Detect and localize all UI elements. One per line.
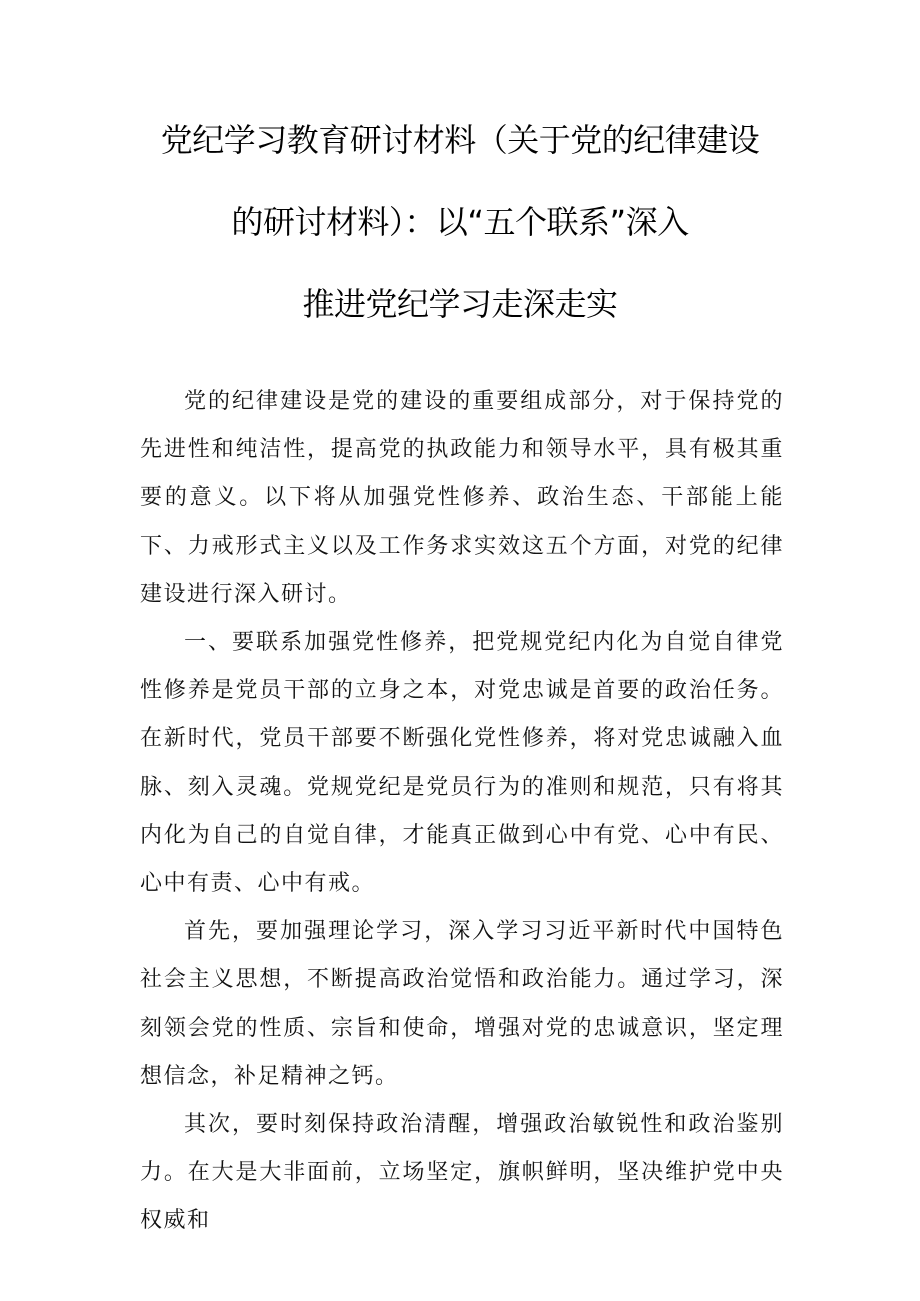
paragraph-first-point: 首先，要加强理论学习，深入学习习近平新时代中国特色社会主义思想，不断提高政治觉悟和政治能力。通过学习，深刻领会党的性质、宗旨和使命，增强对党的忠诚意识，坚定理想信念，补足精神之钙。 — [140, 919, 784, 1089]
title-line-1: 党纪学习教育研讨材料（关于党的纪律建设 — [160, 121, 760, 159]
document-title — [140, 121, 780, 370]
paragraph-second-point: 其次，要时刻保持政治清醒，增强政治敏锐性和政治鉴别力。在大是大非面前，立场坚定，旗帜鲜明，坚决维护党中央权威和 — [140, 1112, 784, 1234]
paragraph-section-one: 一、要联系加强党性修养，把党规党纪内化为自觉自律党性修养是党员干部的立身之本，对党忠诚是首要的政治任务。在新时代，党员干部要不断强化党性修养，将对党忠诚融入血脉、刻入灵魂。党规党纪是党员行为的准则和规范，只有将其内化为自己的自觉自律，才能真正做到心中有党、心中有民、心中有责、心中有戒。 — [140, 630, 784, 897]
document-body — [140, 378, 784, 1246]
title-line-3: 推进党纪学习走深走实 — [302, 285, 618, 323]
paragraph-intro: 党的纪律建设是党的建设的重要组成部分，对于保持党的先进性和纯洁性，提高党的执政能力和领导水平，具有极其重要的意义。以下将从加强党性修养、政治生态、干部能上能下、力戒形式主义以及工作务求实效这五个方面，对党的纪律建设进行深入研讨。 — [140, 389, 784, 607]
title-line-2: 的研讨材料）：以“五个联系”深入 — [231, 203, 689, 241]
